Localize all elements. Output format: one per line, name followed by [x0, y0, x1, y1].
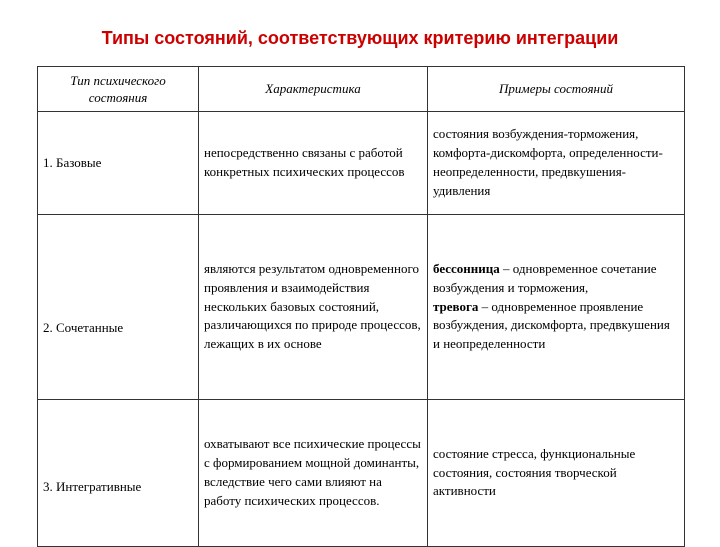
cell-characteristic: являются результатом одновременного проявления и взаимодействия нескольких базовых состояний, различающихся по природе процессов, лежащих в их основе: [199, 215, 428, 400]
cell-characteristic: непосредственно связаны с работой конкретных психических процессов: [199, 112, 428, 215]
cell-characteristic: охватывают все психические процессы с формированием мощной доминанты, вследствие чего сами влияют на работу психических процессов.: [199, 400, 428, 547]
term-insomnia-text: – одновременное сочетание возбуждения и торможения,: [433, 261, 657, 295]
page-title: Типы состояний, соответствующих критерию интеграции: [101, 28, 619, 48]
cell-examples: состояние стресса, функциональные состояния, состояния творческой активности: [428, 400, 685, 547]
table-row: [38, 112, 685, 215]
cell-type: 3. Интегративные: [38, 400, 199, 547]
table-row: [38, 215, 685, 400]
term-insomnia: бессонница: [433, 261, 500, 276]
term-anxiety: тревога: [433, 298, 479, 314]
header-examples: Примеры состояний: [428, 67, 685, 112]
header-type: Тип психического состояния: [38, 67, 199, 112]
cell-type: 1. Базовые: [38, 112, 199, 215]
header-characteristic: Характеристика: [199, 67, 428, 112]
term-anxiety-text: – одновременное проявление возбуждения, дискомфорта, предвкушения и неопределенности: [433, 298, 670, 352]
table-row: [38, 400, 685, 547]
cell-type: 2. Сочетанные: [38, 215, 199, 400]
states-table: [37, 66, 685, 547]
cell-examples: состояния возбуждения-торможения, комфорта-дискомфорта, определенности-неопределенности, предвкушения-удивления: [428, 112, 685, 215]
cell-examples: [428, 215, 685, 400]
table-header-row: [38, 67, 685, 112]
